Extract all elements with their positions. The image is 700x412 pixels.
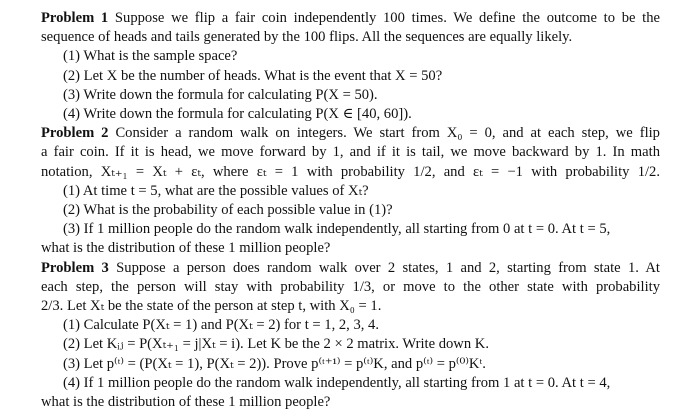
problem-2-title: Problem 2 — [41, 125, 109, 142]
problem-3-item-3: (3) Let p⁽ᵗ⁾ = (P(Xₜ = 1), P(Xₜ = 2)). Prove p⁽ᵗ⁺¹⁾ = p⁽ᵗ⁾K, and p⁽ᵗ⁾ = p⁽⁰⁾Kᵗ. — [63, 355, 486, 372]
problem-1-title: Problem 1 — [41, 10, 109, 26]
problem-3-intro-line-3: 2/3. Let Xₜ be the state of the person at step t, with X₀ = 1. — [41, 298, 382, 315]
problem-3-item-4-line-2: what is the distribution of these 1 million people? — [41, 394, 331, 411]
problem-1-item-1: (1) What is the sample space? — [63, 48, 238, 65]
problem-2-item-3-line-1: (3) If 1 million people do the random walk independently, all starting from 0 at t = 0. At t = 5, — [63, 221, 611, 238]
problem-3-title: Problem 3 — [41, 259, 109, 276]
problem-3-intro-text-1: Suppose a person does random walk over 2 states, 1 and 2, starting from state 1. At — [116, 259, 660, 276]
problem-3-item-4-line-1: (4) If 1 million people do the random walk independently, all starting from 1 at t = 0. At t = 4, — [63, 374, 611, 391]
problem-2-intro-line-2: a fair coin. If it is head, we move forward by 1, and if it is tail, we move backward by 1. In math — [41, 144, 660, 161]
problem-1-intro-line-2: sequence of heads and tails generated by the 100 flips. All the sequences are equally likely. — [41, 29, 573, 46]
problem-2-item-1: (1) At time t = 5, what are the possible values of Xₜ? — [63, 182, 369, 199]
problem-3-item-1: (1) Calculate P(Xₜ = 1) and P(Xₜ = 2) for t = 1, 2, 3, 4. — [63, 317, 380, 334]
problem-2-intro-line-3: notation, Xₜ₊₁ = Xₜ + εₜ, where εₜ = 1 with probability 1/2, and εₜ = −1 with probability 1/2. — [41, 163, 660, 180]
problem-1-item-4: (4) Write down the formula for calculating P(X ∈ [40, 60]). — [63, 106, 412, 123]
problem-2-intro-text-1: Consider a random walk on integers. We start from X₀ = 0, and at each step, we flip — [115, 125, 660, 142]
problem-3-item-2: (2) Let Kᵢⱼ = P(Xₜ₊₁ = j|Xₜ = i). Let K be the 2 × 2 matrix. Write down K. — [63, 336, 489, 353]
problem-1-item-3: (3) Write down the formula for calculating P(X = 50). — [63, 86, 378, 103]
problem-2-item-2: (2) What is the probability of each possible value in (1)? — [63, 202, 393, 219]
problem-1-intro-text-1: Suppose we flip a fair coin independently 100 times. We define the outcome to be the — [114, 10, 660, 26]
problem-2-item-3-line-2: what is the distribution of these 1 million people? — [41, 240, 331, 257]
problem-3-intro-line-2: each step, the person will stay with probability 1/3, or move to the other state with probability — [41, 278, 660, 295]
problem-1-item-2: (2) Let X be the number of heads. What is the event that X = 50? — [63, 67, 443, 84]
problem-3-intro-line-1 — [41, 259, 660, 278]
problem-1-intro-line-1 — [41, 9, 660, 28]
problem-2-intro-line-1 — [41, 124, 660, 143]
